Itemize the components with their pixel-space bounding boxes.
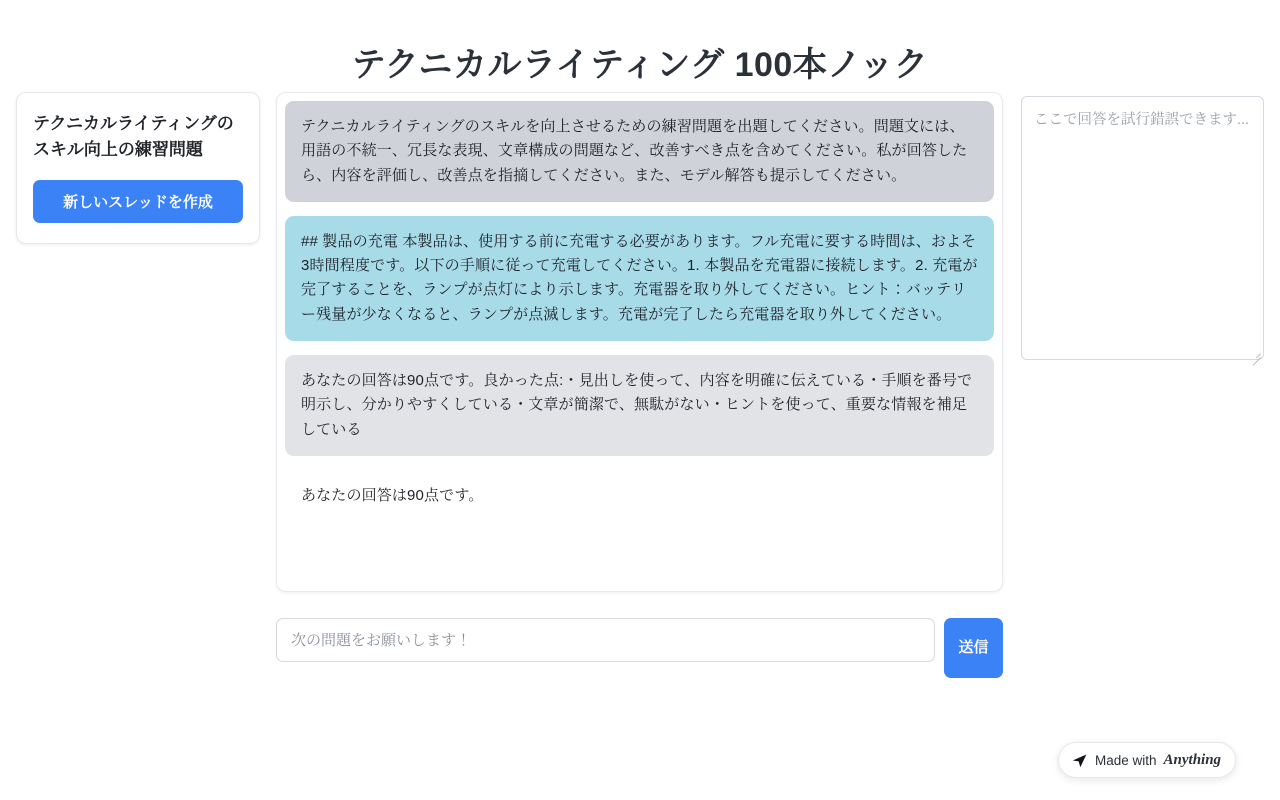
paper-plane-icon	[1071, 752, 1088, 769]
chat-message-score: あなたの回答は90点です。	[285, 470, 994, 522]
composer	[276, 618, 1003, 662]
chat-panel[interactable]	[276, 92, 1003, 592]
made-with-badge[interactable]	[1058, 742, 1236, 778]
made-with-brand: Anything	[1163, 751, 1222, 768]
message-list	[285, 101, 994, 591]
chat-message-feedback: あなたの回答は90点です。良かった点:・見出しを使って、内容を明確に伝えている・手順を番号で明示し、分かりやすくしている・文章が簡潔で、無駄がない・ヒントを使って、重要な情報を補足している	[285, 355, 994, 456]
scratchpad-textarea[interactable]	[1021, 96, 1264, 360]
sidebar-thread-title: テクニカルライティングのスキル向上の練習問題	[33, 114, 234, 160]
new-thread-button[interactable]: 新しいスレッドを作成	[33, 180, 243, 223]
page-title: テクニカルライティング 100本ノック	[351, 45, 929, 84]
message-input[interactable]	[276, 618, 935, 662]
chat-message-assistant: ## 製品の充電 本製品は、使用する前に充電する必要があります。フル充電に要する時間は、およそ3時間程度です。以下の手順に従って充電してください。1. 本製品を充電器に接続します。2. 充電が完了することを、ランプが点灯により示します。充電器を取り外してください。ヒント：バッテリー残量が少なくなると、ランプが点滅します。充電が完了したら充電器を取り外してください。	[285, 216, 994, 341]
made-with-label: Made with	[1095, 752, 1157, 768]
send-button[interactable]: 送信	[944, 618, 1003, 678]
sidebar	[16, 92, 260, 244]
chat-message-user: テクニカルライティングのスキルを向上させるための練習問題を出題してください。問題文には、用語の不統一、冗長な表現、文章構成の問題など、改善すべき点を含めてください。私が回答したら、内容を評価し、改善点を指摘してください。また、モデル解答も提示してください。	[285, 101, 994, 202]
